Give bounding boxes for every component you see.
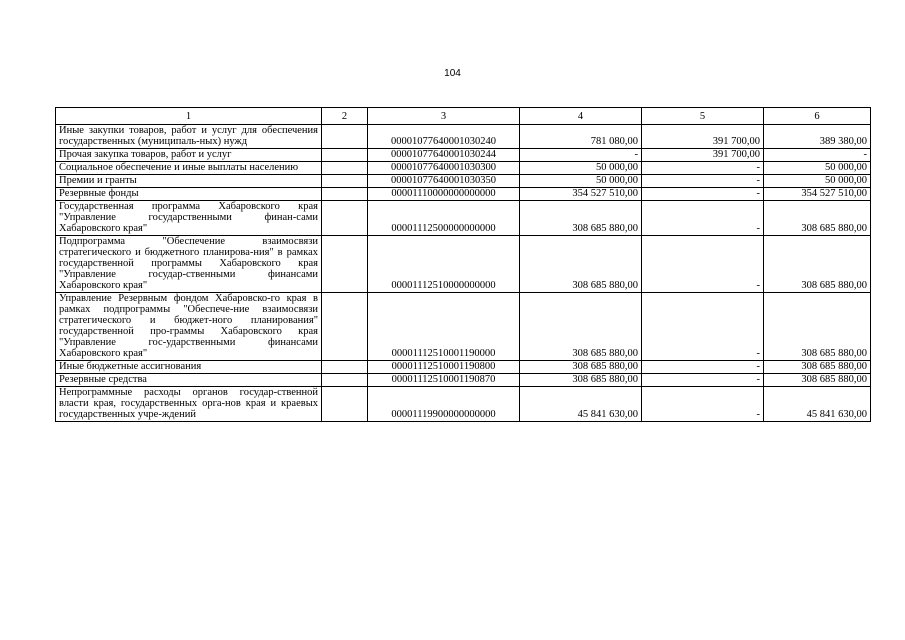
row-col2 <box>322 125 368 149</box>
column-header: 2 <box>322 108 368 125</box>
table-row <box>56 374 871 387</box>
row-value-4: 50 000,00 <box>520 175 642 188</box>
row-value-5: 391 700,00 <box>642 125 764 149</box>
row-value-4: 308 685 880,00 <box>520 236 642 293</box>
row-value-4: 45 841 630,00 <box>520 387 642 422</box>
budget-table <box>55 107 871 422</box>
row-value-6: 308 685 880,00 <box>764 361 871 374</box>
row-name: Иные бюджетные ассигнования <box>56 361 322 374</box>
row-col2 <box>322 361 368 374</box>
row-name: Иные закупки товаров, работ и услуг для обеспечения государственных (муниципаль-ных) нужд <box>56 125 322 149</box>
row-name: Управление Резервным фондом Хабаровско-го края в рамках подпрограммы "Обеспече-ние взаимосвязи стратегического и бюджет-ного планирования" государственной про-граммы Хабаровского края "Управление гос-ударственными финансами Хабаровского края" <box>56 293 322 361</box>
row-name: Социальное обеспечение и иные выплаты населению <box>56 162 322 175</box>
row-code: 00001077640001030350 <box>368 175 520 188</box>
row-value-6: 45 841 630,00 <box>764 387 871 422</box>
row-value-6: - <box>764 149 871 162</box>
row-value-5: - <box>642 387 764 422</box>
row-value-6: 308 685 880,00 <box>764 293 871 361</box>
row-value-4: 50 000,00 <box>520 162 642 175</box>
row-value-6: 389 380,00 <box>764 125 871 149</box>
row-value-5: - <box>642 162 764 175</box>
row-value-6: 308 685 880,00 <box>764 236 871 293</box>
row-code: 00001112510001190870 <box>368 374 520 387</box>
row-value-5: - <box>642 188 764 201</box>
row-value-6: 354 527 510,00 <box>764 188 871 201</box>
row-value-4: 354 527 510,00 <box>520 188 642 201</box>
row-code: 00001112510001190000 <box>368 293 520 361</box>
table-row <box>56 149 871 162</box>
row-name: Резервные средства <box>56 374 322 387</box>
row-col2 <box>322 188 368 201</box>
row-code: 00001112500000000000 <box>368 201 520 236</box>
row-value-6: 308 685 880,00 <box>764 374 871 387</box>
row-col2 <box>322 175 368 188</box>
column-header: 5 <box>642 108 764 125</box>
table-row <box>56 387 871 422</box>
table-row <box>56 175 871 188</box>
row-name: Премии и гранты <box>56 175 322 188</box>
row-value-4: 308 685 880,00 <box>520 361 642 374</box>
row-code: 00001112510000000000 <box>368 236 520 293</box>
table-row <box>56 162 871 175</box>
column-header: 6 <box>764 108 871 125</box>
row-value-5: 391 700,00 <box>642 149 764 162</box>
row-name: Резервные фонды <box>56 188 322 201</box>
column-header: 3 <box>368 108 520 125</box>
row-value-5: - <box>642 175 764 188</box>
row-name: Непрограммные расходы органов государ-ственной власти края, государственных орга-нов края и краевых государственных учре-ждений <box>56 387 322 422</box>
row-code: 00001110000000000000 <box>368 188 520 201</box>
table-row <box>56 236 871 293</box>
row-value-6: 50 000,00 <box>764 175 871 188</box>
row-name: Подпрограмма "Обеспечение взаимосвязи стратегического и бюджетного планирова-ния" в рамках государственной программы Хабаровского края "Управление государ-ственными финансами Хабаровского края" <box>56 236 322 293</box>
table-row <box>56 293 871 361</box>
row-value-4: - <box>520 149 642 162</box>
row-code: 00001077640001030244 <box>368 149 520 162</box>
row-value-5: - <box>642 236 764 293</box>
row-value-5: - <box>642 201 764 236</box>
row-value-4: 308 685 880,00 <box>520 293 642 361</box>
column-header: 1 <box>56 108 322 125</box>
page-number: 104 <box>444 68 461 79</box>
row-col2 <box>322 236 368 293</box>
row-value-5: - <box>642 361 764 374</box>
row-value-4: 308 685 880,00 <box>520 201 642 236</box>
row-code: 00001119900000000000 <box>368 387 520 422</box>
row-value-4: 308 685 880,00 <box>520 374 642 387</box>
row-code: 00001077640001030300 <box>368 162 520 175</box>
row-code: 00001077640001030240 <box>368 125 520 149</box>
row-col2 <box>322 201 368 236</box>
table-row <box>56 201 871 236</box>
row-value-6: 50 000,00 <box>764 162 871 175</box>
row-name: Прочая закупка товаров, работ и услуг <box>56 149 322 162</box>
row-value-5: - <box>642 293 764 361</box>
row-value-4: 781 080,00 <box>520 125 642 149</box>
row-col2 <box>322 293 368 361</box>
table-row <box>56 361 871 374</box>
row-name: Государственная программа Хабаровского края "Управление государственными финан-сами Хабаровского края" <box>56 201 322 236</box>
row-value-6: 308 685 880,00 <box>764 201 871 236</box>
table-header-row <box>56 108 871 125</box>
row-col2 <box>322 387 368 422</box>
table-row <box>56 188 871 201</box>
row-code: 00001112510001190800 <box>368 361 520 374</box>
table-row <box>56 125 871 149</box>
row-value-5: - <box>642 374 764 387</box>
column-header: 4 <box>520 108 642 125</box>
row-col2 <box>322 162 368 175</box>
row-col2 <box>322 149 368 162</box>
row-col2 <box>322 374 368 387</box>
